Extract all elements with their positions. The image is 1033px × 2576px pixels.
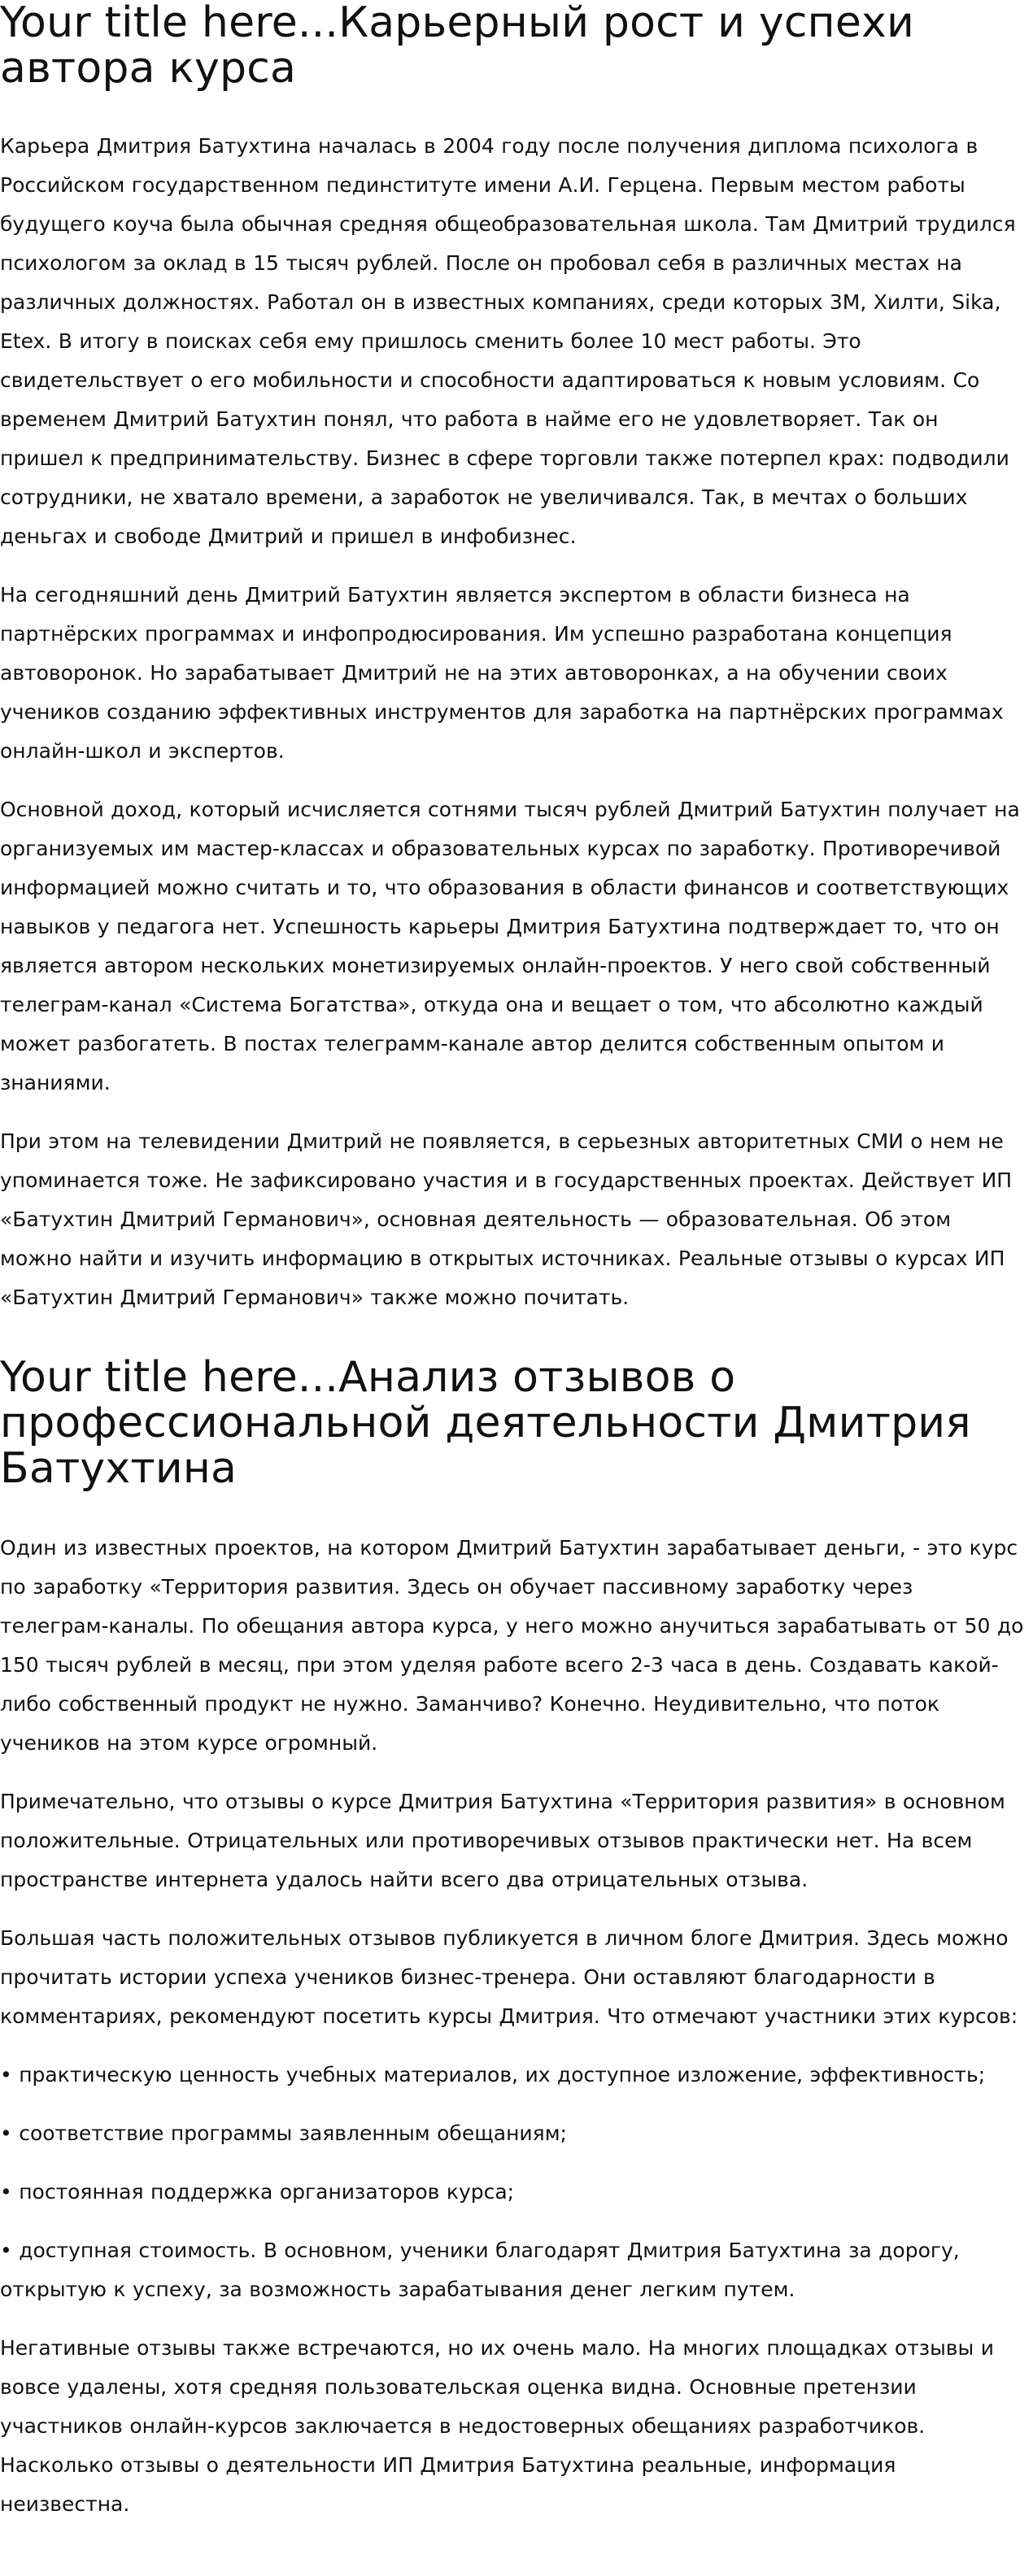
list-item: • соответствие программы заявленным обещаниям; [0,2121,567,2145]
list-item: • доступная стоимость. В основном, ученики благодарят Дмитрия Батухтина за дорогу, открытую к успеху, за возможность зарабатывания денег легким путем. [0,2239,960,2301]
section-title-reviews: Your title here...Анализ отзывов о профессиональной деятельности Дмитрия Батухтина [0,1353,971,1493]
paragraph: Большая часть положительных отзывов публикуется в личном блоге Дмитрия. Здесь можно прочитать истории успеха учеников бизнес-тренера. Они оставляют благодарности в комментариях, рекомендуют посетить курсы Дмитрия. Что отмечают участники этих курсов: [0,1926,1018,2028]
paragraph: Один из известных проектов, на котором Дмитрий Батухтин зарабатывает деньги, - это курс по заработку «Территория развития. Здесь он обучает пассивному заработку через телеграм-каналы. По обещания автора курса, у него можно анучиться зарабатывать от 50 до 150 тысяч рублей в месяц, при этом уделяя работе всего 2-3 часа в день. Создавать какой-либо собственный продукт не нужно. Заманчиво? Конечно. Неудивительно, что поток учеников на этом курсе огромный. [0,1536,1024,1755]
paragraph: Карьера Дмитрия Батухтина началась в 2004 году после получения диплома психолога в Российском государственном пединституте имени А.И. Герцена. Первым местом работы будущего коуча была обычная средняя общеобразовательная школа. Там Дмитрий трудился психологом за оклад в 15 тысяч рублей. После он пробовал себя в различных местах на различных должностях. Работал он в известных компаниях, среди которых 3М, Хилти, Sika, Etex. В итогу в поисках себя ему пришлось сменить более 10 мест работы. Это свидетельствует о его мобильности и способности адаптироваться к новым условиям. Со временем Дмитрий Батухтин понял, что работа в найме его не удовлетворяет. Так он пришел к предпринимательству. Бизнес в сфере торговли также потерпел крах: подводили сотрудники, не хватало времени, а заработок не увеличивался. Так, в мечтах о больших деньгах и свободе Дмитрий и пришел в инфобизнес. [0,134,1016,548]
paragraph: На сегодняшний день Дмитрий Батухтин является экспертом в области бизнеса на партнёрских программах и инфопродюсирования. Им успешно разработана концепция автоворонок. Но зарабатывает Дмитрий не на этих автоворонках, а на обучении своих учеников созданию эффективных инструментов для заработка на партнёрских программах онлайн-школ и экспертов. [0,583,1004,763]
list-item: • практическую ценность учебных материалов, их доступное изложение, эффективность; [0,2063,986,2086]
list-item: • постоянная поддержка организаторов курса; [0,2180,515,2204]
paragraph: Негативные отзывы также встречаются, но их очень мало. На многих площадках отзывы и вовсе удалены, хотя средняя пользовательская оценка видна. Основные претензии участников онлайн-курсов заключается в недостоверных обещаниях разработчиков. Насколько отзывы о деятельности ИП Дмитрия Батухтина реальные, информация неизвестна. [0,2336,994,2516]
paragraph: Основной доход, который исчисляется сотнями тысяч рублей Дмитрий Батухтин получает на организуемых им мастер-классах и образовательных курсах по заработку. Противоречивой информацией можно считать и то, что образования в области финансов и соответствующих навыков у педагога нет. Успешность карьеры Дмитрия Батухтина подтверждает то, что он является автором нескольких монетизируемых онлайн-проектов. У него свой собственный телеграм-канал «Система Богатства», откуда она и вещает о том, что абсолютно каждый может разбогатеть. В постах телеграмм-канале автор делится собственным опытом и знаниями. [0,798,1020,1094]
paragraph: При этом на телевидении Дмитрий не появляется, в серьезных авторитетных СМИ о нем не упоминается тоже. Не зафиксировано участия и в государственных проектах. Действует ИП «Батухтин Дмитрий Германович», основная деятельность — образовательная. Об этом можно найти и изучить информацию в открытых источниках. Реальные отзывы о курсах ИП «Батухтин Дмитрий Германович» также можно почитать. [0,1129,1013,1309]
paragraph: Примечательно, что отзывы о курсе Дмитрия Батухтина «Территория развития» в основном положительные. Отрицательных или противоречивых отзывов практически нет. На всем пространстве интернета удалось найти всего два отрицательных отзыва. [0,1790,1005,1891]
section-title-career: Your title here...Карьерный рост и успехи автора курса [0,0,914,93]
